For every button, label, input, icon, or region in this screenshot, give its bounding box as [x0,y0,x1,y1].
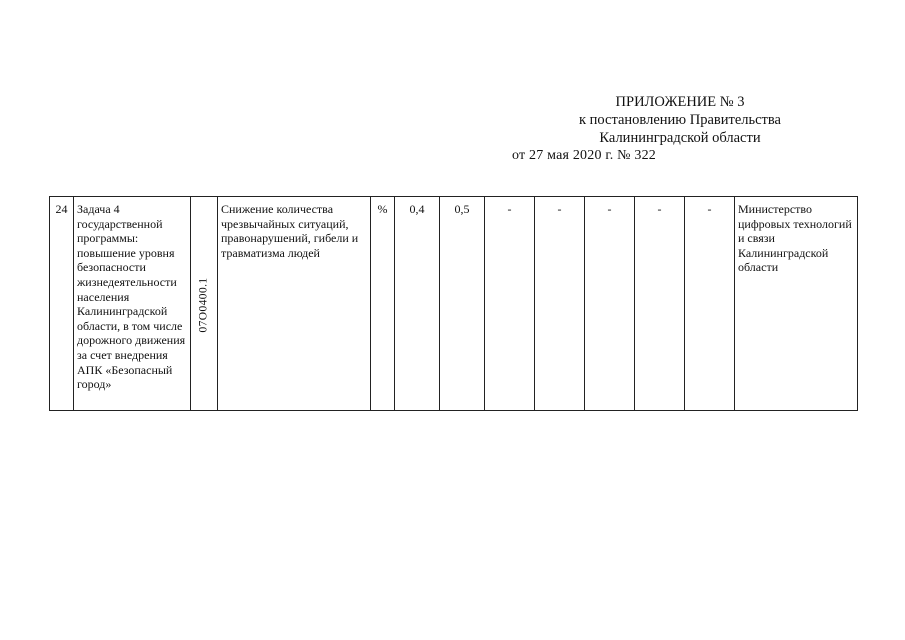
appendix-date: от 27 мая 2020 г. № 322 [512,148,656,163]
appendix-title: ПРИЛОЖЕНИЕ № 3 [615,94,745,110]
value-cell-6: - [635,197,685,411]
table-row [50,197,858,411]
program-table [49,196,858,411]
row-number: 24 [50,197,74,411]
task-cell: Задача 4 государственной программы: повышение уровня безопасности жизнедеятельности населения Калининградской области, в том числе дорожного движения за счет внедрения АПК «Безопасный город» [74,197,191,411]
unit-cell: % [371,197,395,411]
appendix-region: Калининградской области [599,130,761,146]
budget-code: 07О0400.1 [197,277,210,333]
value-cell-4: - [535,197,585,411]
value-cell-7: - [685,197,735,411]
appendix-header [512,93,810,165]
appendix-reference: к постановлению Правительства [579,112,781,128]
responsible-cell: Министерство цифровых технологий и связи Калининградской области [735,197,858,411]
value-cell-2: 0,5 [440,197,485,411]
value-cell-1: 0,4 [395,197,440,411]
code-cell [191,197,218,411]
value-cell-5: - [585,197,635,411]
value-cell-3: - [485,197,535,411]
indicator-cell: Снижение количества чрезвычайных ситуаций, правонарушений, гибели и травматизма людей [218,197,371,411]
